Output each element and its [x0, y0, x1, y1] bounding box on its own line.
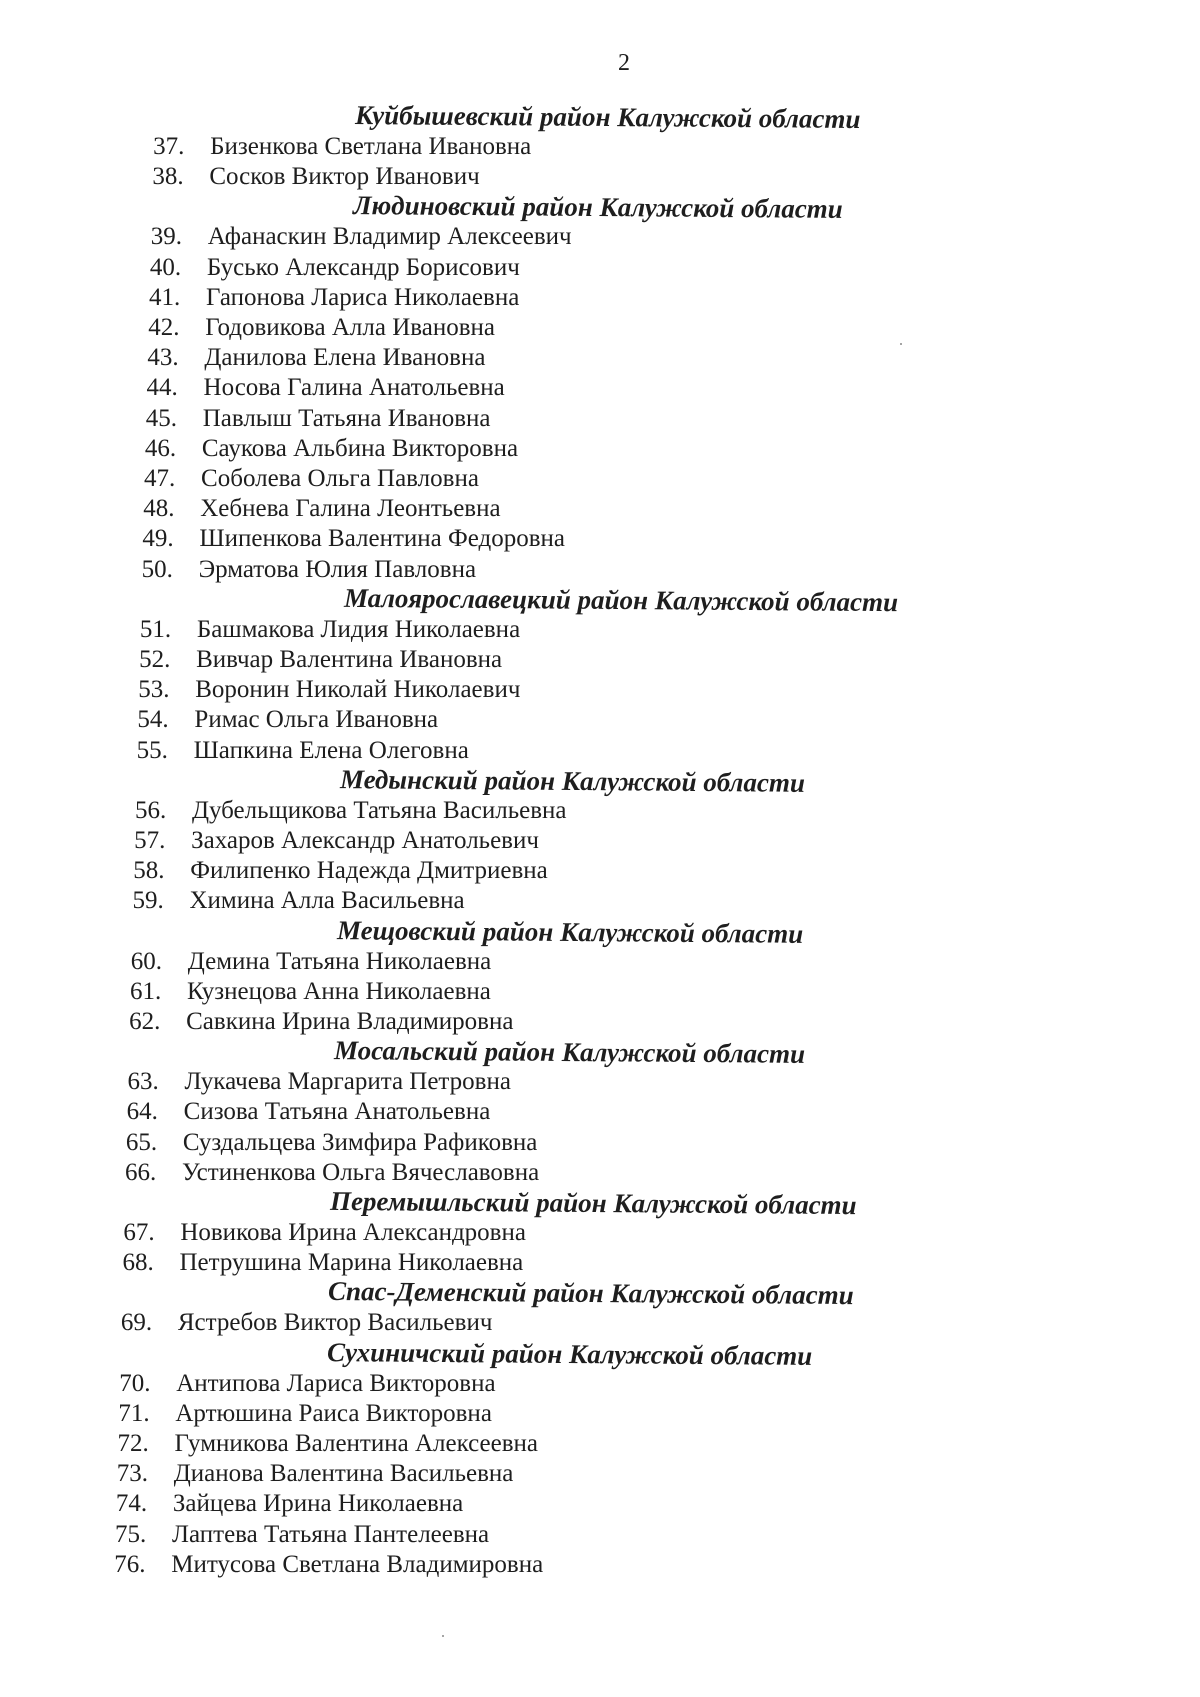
region-heading: Мещовский район Калужской области	[336, 914, 803, 949]
item-number: 57.	[134, 827, 166, 854]
person-name: Данилова Елена Ивановна	[204, 344, 486, 372]
item-number: 58.	[133, 857, 165, 885]
item-number: 37.	[153, 133, 185, 160]
person-name: Эрматова Юлия Павловна	[198, 555, 477, 583]
person-name: Антипова Лариса Викторовна	[176, 1369, 496, 1397]
item-number: 71.	[118, 1399, 150, 1427]
item-number: 50.	[141, 555, 173, 583]
person-name: Дубельщикова Татьяна Васильевна	[191, 796, 567, 824]
item-number: 48.	[143, 495, 175, 523]
person-name: Новикова Ирина Александровна	[180, 1219, 526, 1246]
scan-speck	[442, 1635, 444, 1637]
person-name: Башмакова Лидия Николаевна	[196, 615, 521, 643]
person-name: Сизова Татьяна Анатольевна	[183, 1098, 491, 1126]
person-name: Ястребов Виктор Васильевич	[177, 1309, 493, 1337]
region-heading: Спас-Деменский район Калужской области	[328, 1276, 855, 1311]
person-name: Саукова Альбина Викторовна	[201, 434, 519, 462]
item-number: 43.	[147, 344, 179, 372]
region-heading: Людиновский район Калужской области	[352, 190, 843, 225]
person-name: Воронин Николай Николаевич	[195, 676, 521, 704]
item-number: 41.	[149, 283, 181, 311]
person-name: Лаптева Татьяна Пантелеевна	[172, 1520, 490, 1548]
person-name: Савкина Ирина Владимировна	[186, 1008, 514, 1035]
item-number: 62.	[129, 1008, 161, 1035]
person-name: Шипенкова Валентина Федоровна	[199, 525, 566, 553]
item-number: 76.	[114, 1550, 146, 1578]
region-heading: Медынский район Калужской области	[339, 763, 806, 798]
region-heading: Перемышльский район Калужской области	[330, 1185, 858, 1221]
item-number: 40.	[149, 253, 182, 281]
item-number: 75.	[115, 1520, 147, 1548]
region-heading: Куйбышевский район Калужской области	[354, 100, 861, 134]
item-number: 47.	[144, 465, 176, 492]
item-number: 59.	[132, 887, 164, 915]
person-name: Годовикова Алла Ивановна	[205, 314, 495, 341]
item-number: 52.	[139, 646, 171, 673]
person-name: Сосков Виктор Иванович	[209, 163, 480, 191]
person-name: Захаров Александр Анатольевич	[191, 827, 539, 854]
item-number: 67.	[123, 1219, 155, 1246]
item-number: 49.	[142, 525, 174, 553]
item-number: 72.	[117, 1430, 149, 1457]
person-name: Гапонова Лариса Николаевна	[206, 283, 520, 311]
item-number: 64.	[126, 1098, 158, 1126]
person-name: Зайцева Ирина Николаевна	[172, 1490, 464, 1518]
person-name: Шапкина Елена Олеговна	[193, 736, 469, 764]
item-number: 60.	[130, 947, 163, 975]
item-number: 65.	[125, 1128, 158, 1156]
person-name: Римас Ольга Ивановна	[194, 706, 439, 734]
person-name: Вивчар Валентина Ивановна	[196, 646, 503, 673]
person-name: Хебнева Галина Леонтьевна	[200, 495, 501, 523]
item-number: 68.	[122, 1249, 154, 1277]
item-number: 66.	[124, 1158, 157, 1186]
person-name: Павлыш Татьяна Ивановна	[202, 404, 491, 432]
item-number: 46.	[144, 434, 177, 462]
item-number: 38.	[152, 163, 184, 191]
item-number: 54.	[137, 706, 169, 734]
item-number: 44.	[146, 374, 178, 402]
person-name: Петрушина Марина Николаевна	[179, 1249, 524, 1277]
item-number: 56.	[134, 796, 167, 824]
page-number: 2	[618, 50, 630, 76]
region-heading: Сухиничский район Калужской области	[326, 1336, 813, 1371]
region-heading: Малоярославецкий район Калужской области	[343, 582, 899, 617]
person-name: Химина Алла Васильевна	[189, 887, 465, 915]
item-number: 61.	[129, 977, 162, 1005]
region-heading: Мосальский район Калужской области	[333, 1035, 805, 1070]
person-name: Артюшина Раиса Викторовна	[175, 1399, 492, 1427]
person-name: Митусова Светлана Владимировна	[171, 1550, 544, 1578]
person-name: Бизенкова Светлана Ивановна	[210, 133, 532, 160]
person-name: Суздальцева Зимфира Рафиковна	[182, 1128, 538, 1156]
item-number: 74.	[115, 1490, 148, 1518]
item-number: 53.	[138, 676, 170, 704]
item-number: 63.	[127, 1068, 159, 1096]
item-number: 39.	[150, 223, 182, 251]
item-number: 70.	[119, 1369, 151, 1397]
person-name: Филипенко Надежда Дмитриевна	[190, 857, 548, 885]
item-number: 42.	[148, 314, 180, 341]
item-number: 73.	[116, 1460, 148, 1488]
person-name: Демина Татьяна Николаевна	[187, 947, 492, 975]
person-name: Соболева Ольга Павловна	[201, 465, 479, 492]
person-name: Дианова Валентина Васильевна	[173, 1460, 514, 1488]
person-name: Устиненкова Ольга Вячеславовна	[181, 1158, 540, 1186]
item-number: 45.	[145, 404, 177, 432]
person-name: Бусько Александр Борисович	[206, 253, 520, 281]
person-name: Афанаскин Владимир Алексеевич	[207, 223, 572, 251]
scan-speck	[900, 343, 902, 345]
item-number: 69.	[120, 1309, 153, 1337]
person-name: Лукачева Маргарита Петровна	[184, 1068, 511, 1096]
person-name: Кузнецова Анна Николаевна	[186, 977, 491, 1005]
person-name: Гумникова Валентина Алексеевна	[174, 1430, 538, 1457]
item-number: 55.	[136, 736, 168, 764]
person-name: Носова Галина Анатольевна	[203, 374, 505, 402]
item-number: 51.	[139, 615, 172, 643]
